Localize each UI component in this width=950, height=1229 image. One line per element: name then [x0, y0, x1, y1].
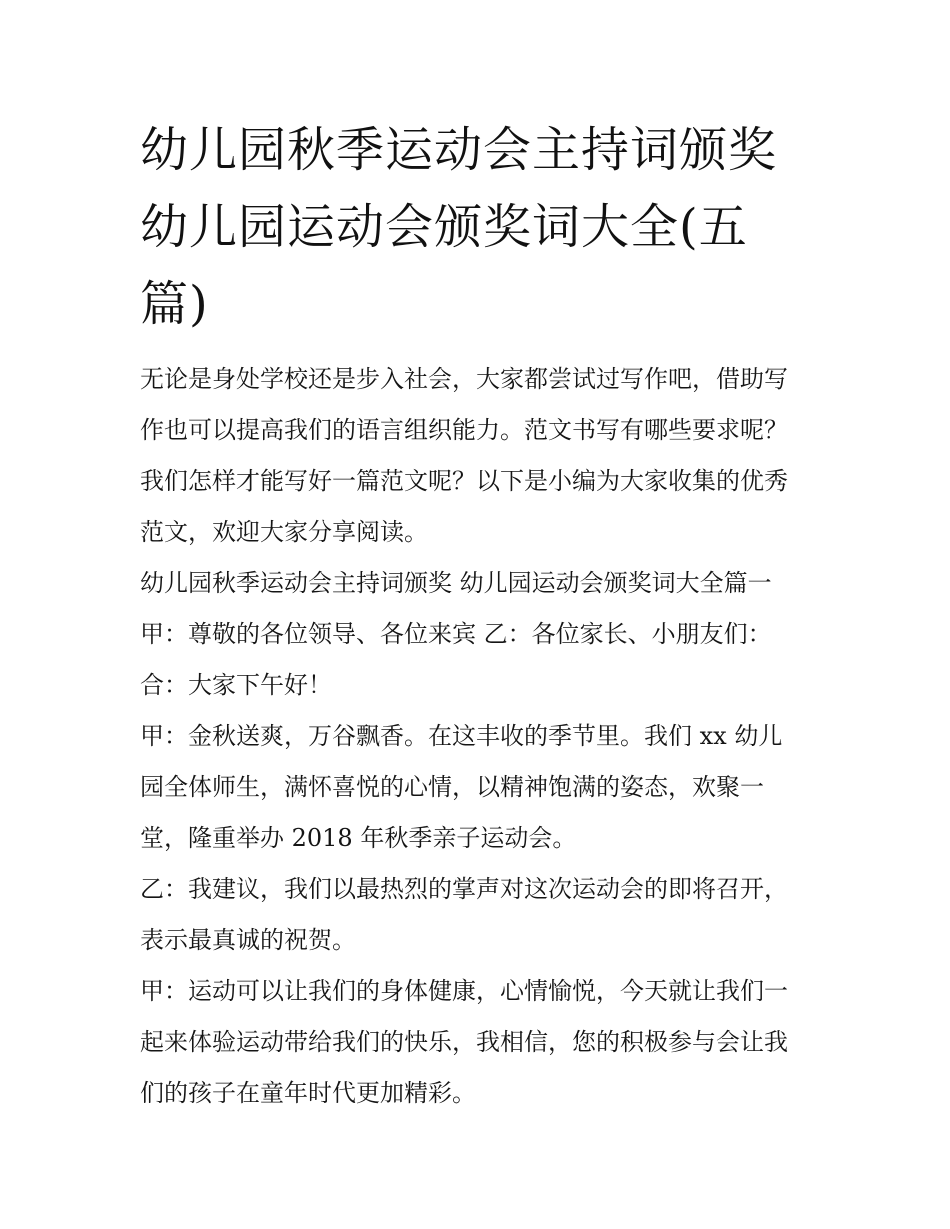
body-line: 无论是身处学校还是步入社会，大家都尝试过写作吧，借助写: [140, 365, 788, 393]
body-line: 乙：我建议，我们以最热烈的掌声对这次运动会的即将召开，: [140, 875, 788, 903]
body-line: 范文，欢迎大家分享阅读。: [140, 518, 428, 546]
body-line: 我们怎样才能写好一篇范文呢？以下是小编为大家收集的优秀: [140, 467, 788, 495]
body-line: 园全体师生，满怀喜悦的心情，以精神饱满的姿态，欢聚一: [140, 773, 764, 801]
document-title: [140, 112, 810, 343]
body-line: 起来体验运动带给我们的快乐，我相信，您的积极参与会让我: [140, 1028, 788, 1056]
body-line: 表示最真诚的祝贺。: [140, 926, 356, 954]
body-line: 甲：运动可以让我们的身体健康，心情愉悦，今天就让我们一: [140, 977, 788, 1005]
body-line: 幼儿园秋季运动会主持词颁奖 幼儿园运动会颁奖词大全篇一: [140, 569, 772, 597]
body-line: 们的孩子在童年时代更加精彩。: [140, 1079, 476, 1107]
title-line: 篇): [140, 276, 209, 332]
document-body: [140, 354, 820, 1119]
title-line: 幼儿园运动会颁奖词大全(五: [140, 199, 748, 255]
body-line: 甲：金秋送爽，万谷飘香。在这丰收的季节里。我们 xx 幼儿: [140, 722, 783, 750]
body-line: 作也可以提高我们的语言组织能力。范文书写有哪些要求呢？: [140, 416, 788, 444]
title-line: 幼儿园秋季运动会主持词颁奖: [140, 122, 778, 178]
body-line: 合：大家下午好！: [140, 671, 332, 699]
body-line: 甲：尊敬的各位领导、各位来宾 乙：各位家长、小朋友们：: [140, 620, 772, 648]
body-line: 堂，隆重举办 2018 年秋季亲子运动会。: [140, 824, 577, 852]
